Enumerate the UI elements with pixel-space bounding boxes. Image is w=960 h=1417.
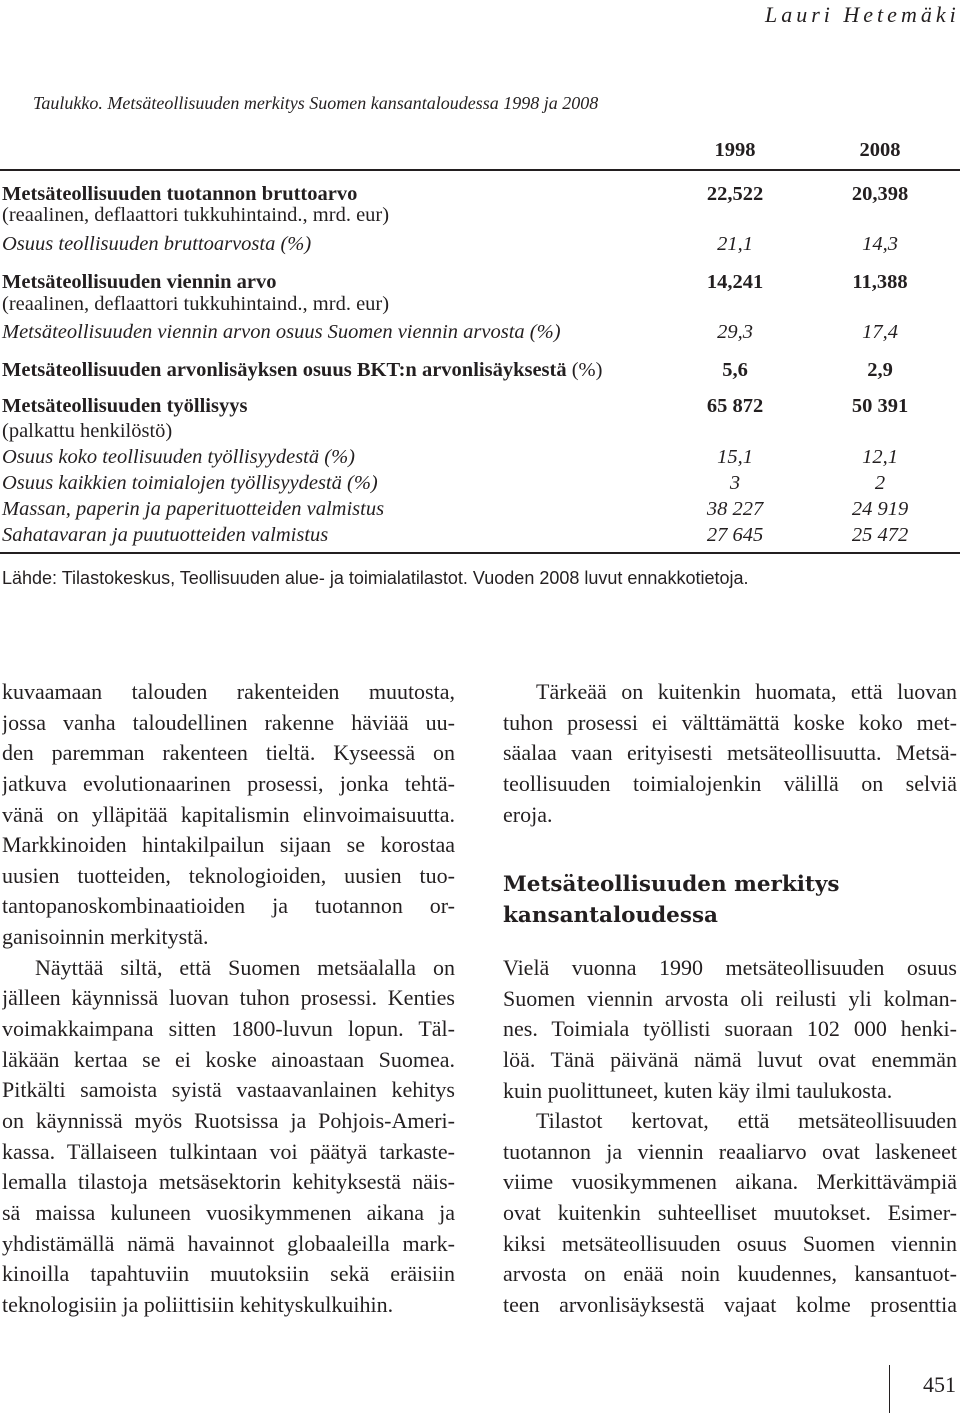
text-line: den paremman rakenteen tieltä. Kyseessä on [2, 740, 455, 766]
text-line: teknologisiin ja poliittisiin kehityskulkuihin. [2, 1291, 394, 1317]
row-label: Metsäteollisuuden tuotannon bruttoarvo [2, 183, 358, 205]
text-line: teollisuuden toimialojenkin välillä on selviä [503, 770, 957, 796]
row-label: Osuus koko teollisuuden työllisyydestä (%) [2, 446, 355, 468]
table-row [2, 419, 958, 443]
value-1998: 15,1 [717, 446, 753, 468]
folio-divider [889, 1365, 890, 1413]
value-2008: 14,3 [862, 233, 898, 255]
text-line: kuin puolittuneet, kuten käy ilmi taulukosta. [503, 1077, 893, 1103]
text-line: Tilastot kertovat, että metsäteollisuuden [536, 1108, 957, 1134]
value-1998: 5,6 [722, 359, 748, 381]
table-row [2, 497, 958, 521]
table-bottom-rule [0, 552, 960, 554]
text-line: eroja. [503, 801, 553, 827]
page-number: 451 [923, 1372, 956, 1397]
row-label: (reaalinen, deflaattori tukkuhintaind., mrd. eur) [2, 293, 390, 315]
text-line: sä maissa kuluneen vuosikymmenen aikana ja [2, 1199, 455, 1225]
row-label: (reaalinen, deflaattori tukkuhintaind., mrd. eur) [2, 204, 390, 226]
row-label [2, 358, 602, 382]
text-line: voimakkaimpana sitten 1800-luvun lopun. Täl- [2, 1016, 455, 1042]
text-column-right-bottom [503, 953, 957, 1321]
column-header-2008: 2008 [859, 139, 901, 161]
row-label-unit: (%) [571, 359, 603, 381]
text-line: jossa vanha taloudellinen rakenne häviää uu- [2, 709, 455, 735]
value-1998: 29,3 [717, 321, 753, 343]
value-1998: 27 645 [706, 524, 764, 546]
text-line: kuvaamaan talouden rakenteiden muutosta, [2, 679, 455, 704]
text-line: on käynnissä myös Ruotsissa ja Pohjois-Ameri- [2, 1107, 455, 1133]
value-1998: 65 872 [706, 395, 764, 417]
text-line: tantopanoskombinaatioiden ja tuotannon or- [2, 893, 455, 919]
text-line: viime vuosikymmenen aikana. Merkittävämpiä [503, 1169, 957, 1195]
row-label: Osuus teollisuuden bruttoarvosta (%) [2, 233, 312, 255]
table-row [2, 320, 958, 344]
value-1998: 38 227 [706, 498, 764, 520]
text-line: nes. Toimiala työllisti suoraan 102 000 henki- [503, 1016, 957, 1042]
text-line: lemalla tilastoja metsäsektorin kehityksestä näis- [2, 1169, 455, 1195]
row-label: (palkattu henkilöstö) [2, 420, 173, 442]
value-2008: 17,4 [862, 321, 898, 343]
value-2008: 20,398 [851, 183, 909, 205]
row-label: Metsäteollisuuden työllisyys [2, 395, 248, 417]
table-top-rule [0, 169, 960, 171]
text-line: tuotannon ja viennin reaaliarvo ovat laskeneet [503, 1138, 957, 1164]
value-1998: 3 [729, 472, 741, 494]
text-line: tuhon prosessi ei välttämättä koske koko met- [503, 709, 957, 735]
value-1998: 22,522 [706, 183, 764, 205]
text-line: löä. Tänä päivänä nämä luvut ovat enemmän [503, 1046, 957, 1072]
row-label: Metsäteollisuuden viennin arvo [2, 271, 277, 293]
text-column-left [2, 677, 455, 1320]
row-label-text: Metsäteollisuuden arvonlisäyksen osuus BKT:n arvonlisäyksestä [2, 359, 567, 381]
text-line: Tärkeää on kuitenkin huomata, että luovan [536, 679, 957, 704]
text-line: vänä on ylläpitää kapitalismin elinvoimaisuutta. [2, 801, 455, 827]
text-line: Näyttää siltä, että Suomen metsäalalla on [35, 954, 455, 980]
text-line: jälleen käynnissä luovan tuhon prosessi. Kenties [2, 985, 455, 1011]
text-line: Markkinoiden hintakilpailun sijaan se korostaa [2, 832, 455, 858]
text-line: kiksi metsäteollisuuden osuus Suomen viennin [503, 1230, 957, 1256]
value-2008: 25 472 [851, 524, 909, 546]
text-column-right-top [503, 677, 957, 830]
table-row [2, 203, 958, 227]
value-1998: 21,1 [717, 233, 753, 255]
text-line: Vielä vuonna 1990 metsäteollisuuden osuus [503, 955, 957, 980]
text-line: ganisoinnin merkitystä. [2, 924, 209, 950]
table-row [2, 270, 958, 294]
text-line: jatkuva evolutionaarinen prosessi, jonka tehtä- [2, 770, 455, 796]
value-2008: 24 919 [851, 498, 909, 520]
row-label: Osuus kaikkien toimialojen työllisyydestä (%) [2, 472, 378, 494]
table-row [2, 232, 958, 256]
table-caption: Taulukko. Metsäteollisuuden merkitys Suomen kansantaloudessa 1998 ja 2008 [33, 93, 599, 113]
text-line: arvosta on enää noin kuudennes, kansantuot- [503, 1261, 957, 1287]
table-row [2, 394, 958, 418]
value-1998: 14,241 [706, 271, 764, 293]
value-2008: 2,9 [867, 359, 893, 381]
text-line: ovat kuitenkin suhteelliset muutokset. Esimer- [503, 1200, 957, 1226]
text-line: yhdistämällä nämä havainnot globaaleilla mark- [2, 1230, 455, 1256]
text-line: uusien tuotteiden, teknologioiden, uusien tuo- [2, 862, 455, 888]
table-row [2, 471, 958, 495]
section-heading [503, 869, 957, 931]
text-line: teen arvonlisäyksestä vajaat kolme prosenttia [503, 1292, 957, 1318]
section-heading-line: kansantaloudessa [503, 903, 718, 928]
table-row [2, 445, 958, 469]
value-2008: 2 [874, 472, 886, 494]
running-head-author: Lauri Hetemäki [765, 2, 960, 27]
column-header-1998: 1998 [714, 139, 756, 161]
text-line: kinoilla tapahtuviin muutoksiin sekä eräisiin [2, 1261, 455, 1287]
text-line: kassa. Tällaiseen tulkintaan voi päätyä tarkaste- [2, 1138, 455, 1164]
text-line: läkään kertaa se ei koske ainoastaan Suomea. [2, 1046, 455, 1072]
value-2008: 12,1 [862, 446, 898, 468]
row-label: Massan, paperin ja paperituotteiden valmistus [2, 498, 385, 520]
table-source-note: Lähde: Tilastokeskus, Teollisuuden alue- ja toimialatilastot. Vuoden 2008 luvut ennakkotietoja. [2, 568, 749, 588]
section-heading-line: Metsäteollisuuden merkitys [503, 872, 840, 897]
table-row [2, 358, 958, 382]
text-line: Suomen viennin arvosta oli reilusti yli kolman- [503, 985, 957, 1011]
text-line: säalaa vaan erityisesti metsäteollisuutta. Metsä- [503, 740, 957, 766]
row-label: Metsäteollisuuden viennin arvon osuus Suomen viennin arvosta (%) [2, 321, 561, 343]
value-2008: 11,388 [852, 271, 908, 293]
row-label: Sahatavaran ja puutuotteiden valmistus [2, 524, 329, 546]
table-header-row [2, 138, 958, 162]
text-line: Pitkälti samoista syistä vastaavanlainen kehitys [2, 1077, 455, 1103]
table-row [2, 292, 958, 316]
value-2008: 50 391 [851, 395, 909, 417]
table-row [2, 523, 958, 547]
